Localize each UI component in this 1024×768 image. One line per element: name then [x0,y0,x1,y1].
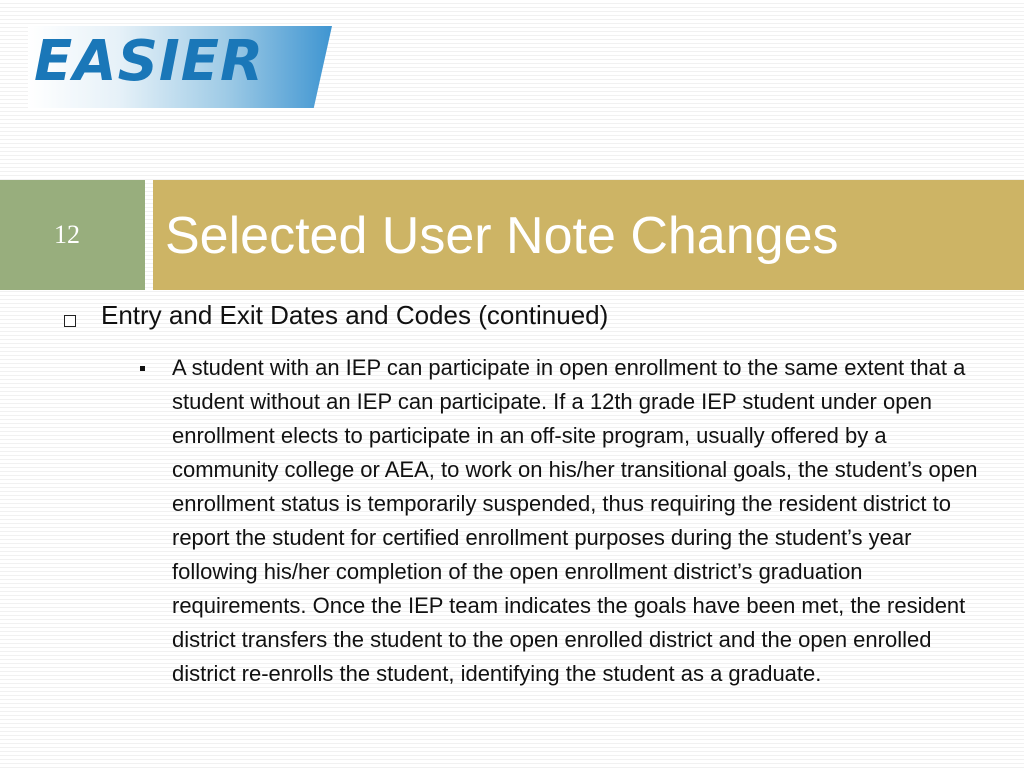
slide-title: Selected User Note Changes [165,207,839,265]
level2-bullet-text: A student with an IEP can participate in open enrollment to the same extent that a student without an IEP can participate. If a 12th grade IEP student under open enrollment elects to participate in an off-site program, usually offered by a community college or AEA, to work on his/her transitional goals, the student’s open enrollment status is temporarily suspended, thus requiring the resident district to report the student for certified enrollment purposes during the student’s year following his/her completion of the open enrollment district’s graduation requirements. Once the IEP team indicates the goals have been met, the resident district transfers the student to the open enrolled district and the open enrolled district re-enrolls the student, identifying the student as a graduate. [172,355,978,686]
level1-bullet-text: Entry and Exit Dates and Codes (continued) [101,300,609,330]
slide-number: 12 [54,220,80,249]
slide-number-box [0,180,145,290]
small-square-bullet-icon [140,366,145,371]
square-bullet-icon [64,315,76,327]
title-bar [153,180,1024,290]
logo-text: EASIER [34,29,265,94]
easier-logo [28,26,332,108]
